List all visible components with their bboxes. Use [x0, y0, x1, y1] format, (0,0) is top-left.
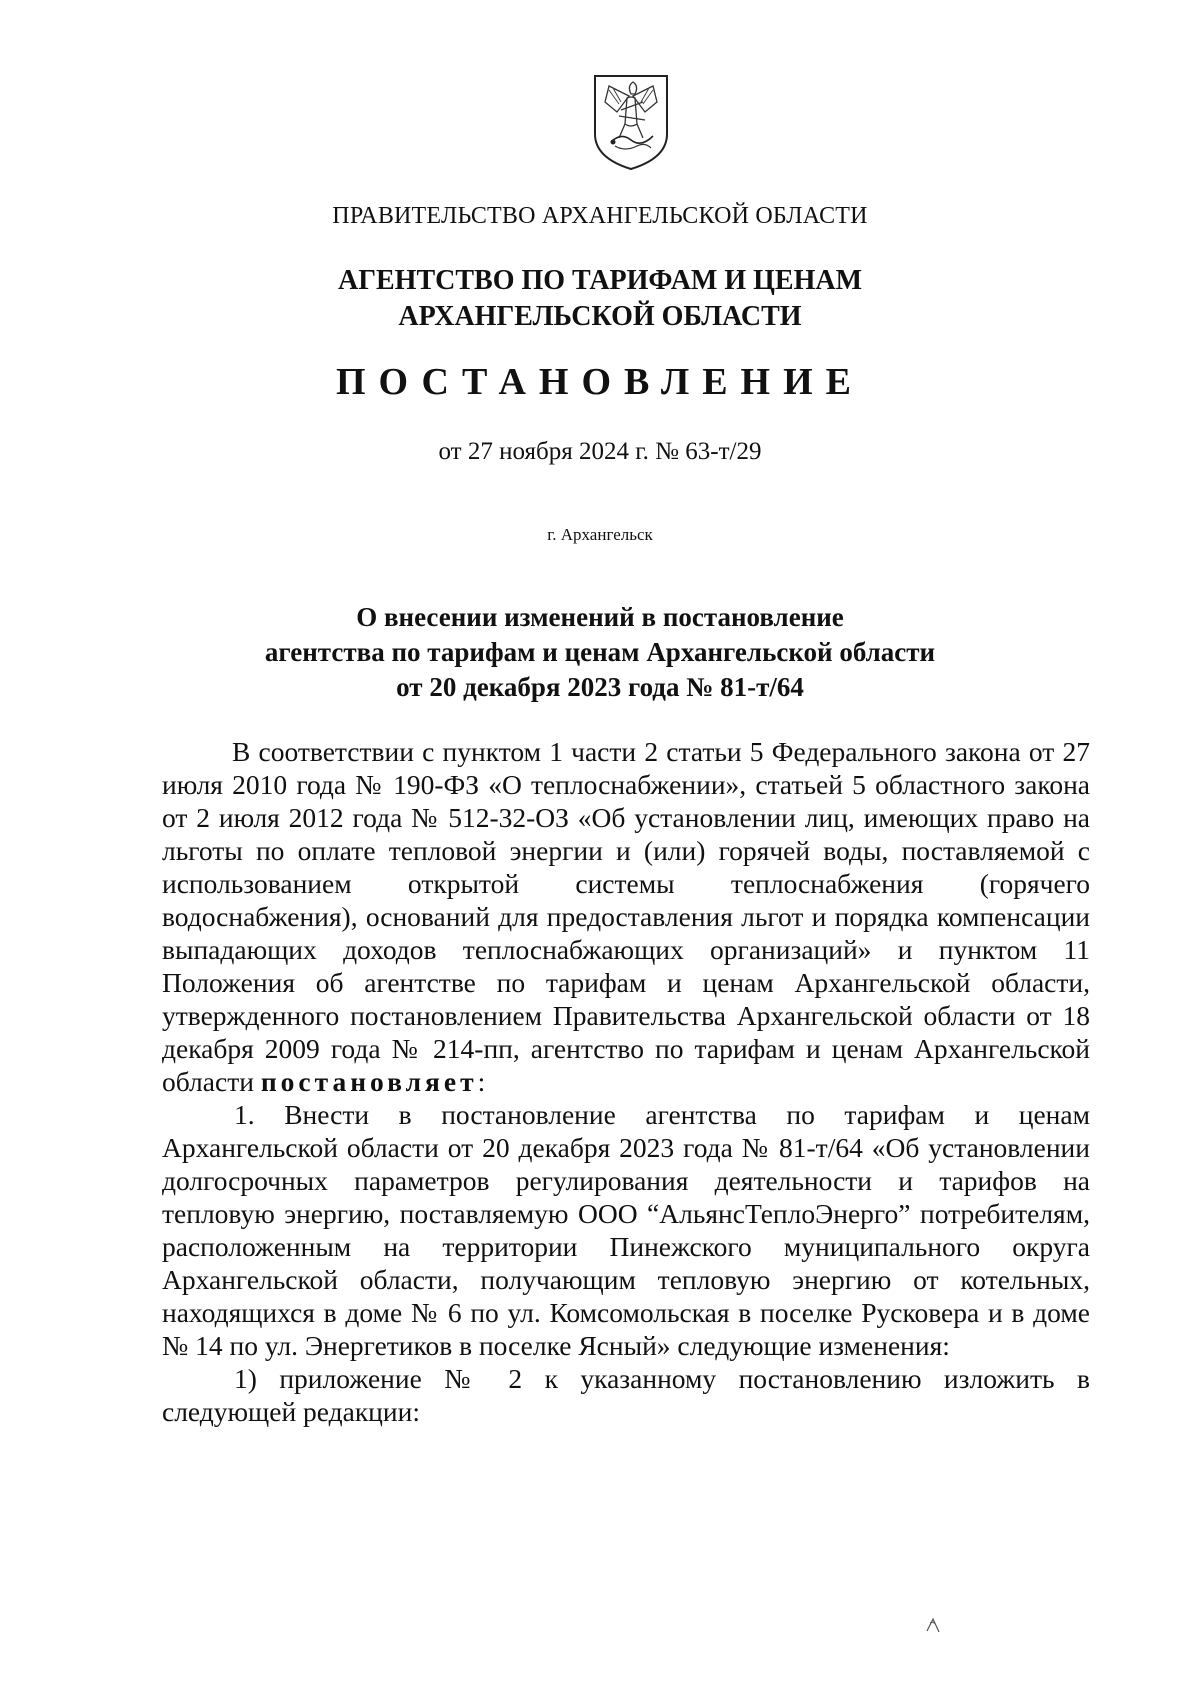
document-title-line-3: от 20 декабря 2023 года № 81-т/64	[396, 672, 804, 702]
handwritten-mark-icon	[924, 1615, 944, 1635]
document-body	[162, 735, 1090, 1428]
subitem-1-paragraph: 1) приложение № 2 к указанному постановлению изложить в следующей редакции:	[162, 1363, 1090, 1427]
resolves-colon: :	[477, 1066, 486, 1097]
document-title	[0, 600, 1200, 705]
item-1-paragraph: 1. Внести в постановление агентства по тарифам и ценам Архангельской области от 20 декабря 2023 года № 81-т/64 «Об установлении долгосрочных параметров регулирования деятельности и тарифов на тепловую энергию, поставляемую ООО “АльянсТеплоЭнерго” потребителям, расположенным на территории Пинежского муниципального округа Архангельской области, получающим тепловую энергию от котельных, находящихся в доме № 6 по ул. Комсомольская в поселке Русковера и в доме № 14 по ул. Энергетиков в поселке Ясный» следующие изменения:	[162, 1099, 1090, 1361]
document-date-number: от 27 ноября 2024 г. № 63-т/29	[438, 438, 762, 465]
document-city: г. Архангельск	[547, 525, 653, 544]
preamble-paragraph	[162, 735, 1090, 1098]
document-title-line-2: агентства по тарифам и ценам Архангельской области	[264, 637, 936, 667]
preamble-text: В соответствии с пунктом 1 части 2 статьи 5 Федерального закона от 27 июля 2010 года № 190-ФЗ «О теплоснабжении», статьей 5 областного закона от 2 июля 2012 года № 512-32-ОЗ «Об установлении лиц, имеющих право на льготы по оплате тепловой энергии и (или) горячей воды, поставляемой с использованием открытой системы теплоснабжения (горячего водоснабжения), оснований для предоставления льгот и порядка компенсации выпадающих доходов теплоснабжающих организаций» и пунктом 11 Положения об агентстве по тарифам и ценам Архангельской области, утвержденного постановлением Правительства Архангельской области от 18 декабря 2009 года № 214-пп, агентство по тарифам и ценам Архангельской области	[162, 736, 1090, 1097]
government-name: ПРАВИТЕЛЬСТВО АРХАНГЕЛЬСКОЙ ОБЛАСТИ	[332, 203, 868, 229]
agency-name-line-2: АРХАНГЕЛЬСКОЙ ОБЛАСТИ	[398, 301, 802, 332]
agency-name	[0, 263, 1200, 335]
document-type: ПОСТАНОВЛЕНИЕ	[335, 361, 865, 403]
document-title-line-1: О внесении изменений в постановление	[356, 602, 844, 632]
archangelsk-coat-of-arms-icon	[591, 72, 671, 172]
resolves-word: постановляет	[260, 1066, 478, 1097]
agency-name-line-1: АГЕНТСТВО ПО ТАРИФАМ И ЦЕНАМ	[337, 265, 863, 296]
